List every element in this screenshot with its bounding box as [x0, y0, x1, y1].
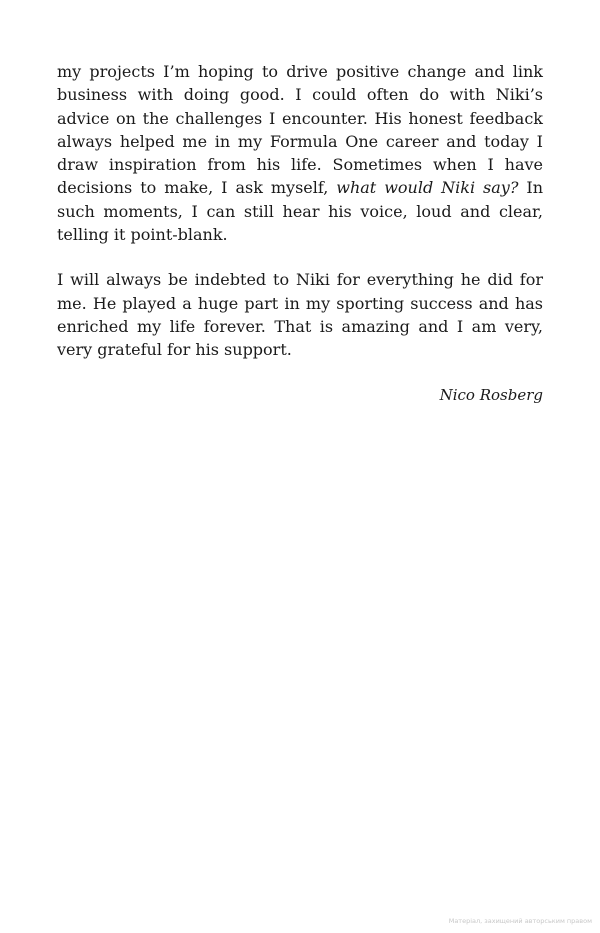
paragraph-1-emphasis: what would Niki say? [336, 178, 519, 198]
paragraph-1-text-end: In such moments, I can still hear his voice, loud and clear, telling it point-blank. [57, 178, 543, 245]
signature: Nico Rosberg [439, 385, 543, 404]
paragraph-1-text: my projects I’m hoping to drive positive change and link business with doing good. I could often do with Niki’s advice on the challenges I encounter. His honest feedback always helped me in my Formula One career and today I draw inspiration from his life. Sometimes when I have decisions to make, I ask myself, [57, 62, 543, 198]
paragraph-2: I will always be indebted to Niki for everything he did for me. He played a huge part in my sporting success and has enriched my life forever. That is amazing and I am very, very grateful for his support. [57, 270, 543, 360]
copyright-watermark: Матеріал, захищений авторським правом [448, 917, 592, 925]
paragraph-1 [57, 60, 543, 246]
page-body [57, 60, 543, 406]
